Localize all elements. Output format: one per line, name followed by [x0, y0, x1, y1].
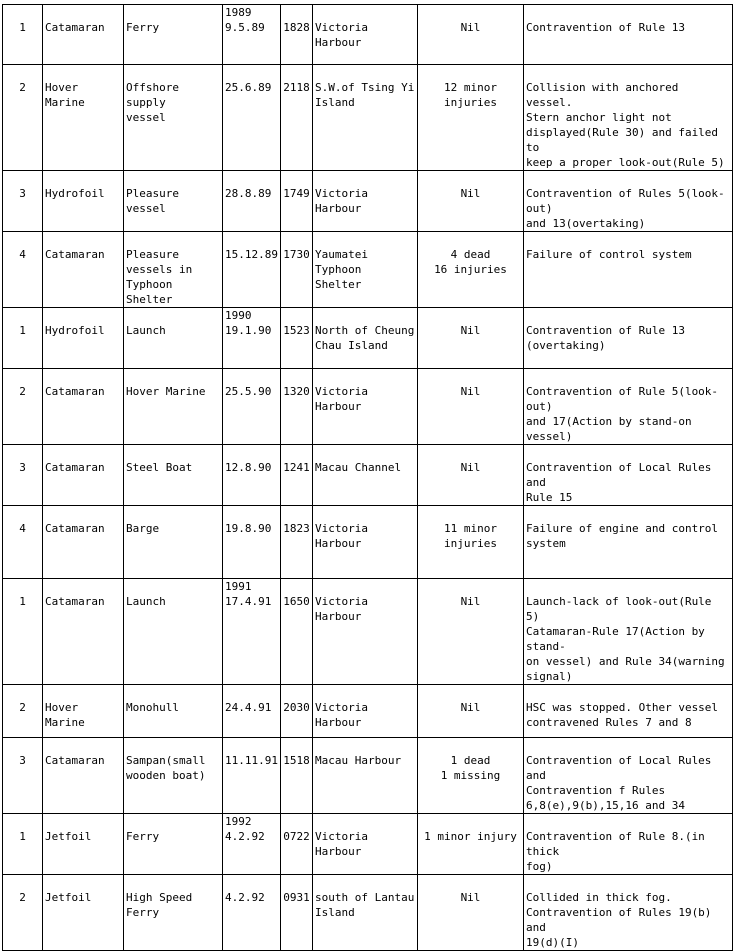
hsc-type: [43, 369, 124, 445]
accident-number: [3, 369, 43, 445]
accident-number-text: 1: [19, 21, 26, 34]
date-value: 12.8.90: [225, 461, 272, 474]
accident-date: [223, 506, 281, 579]
accident-location: [313, 232, 418, 308]
date-value: 17.4.91: [225, 595, 272, 608]
cause-text: Contravention of Local Rules and Contravention f Rules 6,8(e),9(b),15,16 and 34: [526, 754, 712, 812]
accident-number-text: 2: [19, 385, 26, 398]
casualties: [418, 445, 524, 506]
year-label: 1990: [225, 309, 252, 322]
accident-number: [3, 5, 43, 65]
accident-time-text: 2030: [283, 701, 310, 714]
cause-text: Collided in thick fog. Contravention of Rules 19(b) and 19(d)(I): [526, 891, 712, 949]
hsc-type-text: Catamaran: [45, 21, 105, 34]
hsc-type-text: Catamaran: [45, 461, 105, 474]
other-vessel-text: Offshore supply vessel: [126, 81, 179, 124]
casualties: [418, 579, 524, 685]
other-vessel: [124, 65, 223, 171]
accident-time-text: 1730: [283, 248, 310, 261]
cause: [524, 232, 733, 308]
hsc-type-text: Jetfoil: [45, 830, 92, 843]
other-vessel: [124, 445, 223, 506]
date-value: 24.4.91: [225, 701, 272, 714]
accident-location: [313, 445, 418, 506]
other-vessel-text: Hover Marine: [126, 385, 206, 398]
casualties-text: 12 minor injuries: [444, 81, 497, 109]
accident-date: [223, 875, 281, 951]
accident-number-text: 1: [19, 830, 26, 843]
casualties: [418, 308, 524, 369]
date-value: 11.11.91: [225, 754, 278, 767]
other-vessel-text: Pleasure vessels in Typhoon Shelter: [126, 248, 193, 306]
table-row: [3, 738, 733, 814]
cause-text: Contravention of Local Rules and Rule 15: [526, 461, 712, 504]
accident-location-text: Yaumatei Typhoon Shelter: [315, 248, 368, 291]
date-value: 15.12.89: [225, 248, 278, 261]
hsc-type-text: Catamaran: [45, 385, 105, 398]
accident-time: [281, 5, 313, 65]
hsc-type: [43, 685, 124, 738]
other-vessel-text: Steel Boat: [126, 461, 193, 474]
other-vessel-text: Ferry: [126, 830, 160, 843]
accident-time: [281, 171, 313, 232]
accident-date: [223, 65, 281, 171]
accident-number: [3, 445, 43, 506]
casualties-text: Nil: [460, 21, 481, 34]
cause: [524, 445, 733, 506]
cause-text: Launch-lack of look-out(Rule 5) Catamaran-Rule 17(Action by stand- on vessel) and Rule 34(warning signal): [526, 595, 725, 683]
table-row: [3, 308, 733, 369]
cause-text: Contravention of Rule 13 (overtaking): [526, 324, 685, 352]
accident-number-text: 4: [19, 522, 26, 535]
accident-time: [281, 308, 313, 369]
casualties: [418, 738, 524, 814]
accident-date: [223, 579, 281, 685]
table-row: [3, 65, 733, 171]
cause: [524, 814, 733, 875]
table-row: [3, 685, 733, 738]
accident-time: [281, 65, 313, 171]
accident-time: [281, 875, 313, 951]
date-value: 25.5.90: [225, 385, 272, 398]
year-label: 1991: [225, 580, 252, 593]
accident-time-text: 1523: [283, 324, 310, 337]
casualties: [418, 5, 524, 65]
casualties: [418, 875, 524, 951]
accident-time-text: 1828: [283, 21, 310, 34]
cause: [524, 579, 733, 685]
accident-location: [313, 369, 418, 445]
table-body: [3, 5, 733, 951]
hsc-type: [43, 875, 124, 951]
hsc-type-text: Hydrofoil: [45, 187, 105, 200]
date-value: 4.2.92: [225, 891, 265, 904]
accident-location: [313, 171, 418, 232]
table-row: [3, 814, 733, 875]
cause: [524, 685, 733, 738]
accident-location: [313, 65, 418, 171]
accident-number: [3, 738, 43, 814]
cause: [524, 171, 733, 232]
cause: [524, 738, 733, 814]
other-vessel: [124, 738, 223, 814]
casualties-text: 11 minor injuries: [444, 522, 497, 550]
accident-number-text: 2: [19, 701, 26, 714]
hsc-type: [43, 579, 124, 685]
other-vessel: [124, 5, 223, 65]
table-row: [3, 875, 733, 951]
cause-text: HSC was stopped. Other vessel contravened Rules 7 and 8: [526, 701, 719, 729]
accident-time-text: 1749: [283, 187, 310, 200]
accident-location: [313, 814, 418, 875]
accident-number: [3, 579, 43, 685]
hsc-type-text: Catamaran: [45, 248, 105, 261]
cause-text: Failure of engine and control system: [526, 522, 719, 550]
casualties-text: 1 dead 1 missing: [440, 754, 501, 782]
accident-location-text: Macau Channel: [315, 461, 402, 474]
casualties-text: Nil: [460, 891, 481, 904]
date-value: 4.2.92: [225, 830, 265, 843]
accident-time: [281, 738, 313, 814]
hsc-type: [43, 308, 124, 369]
accident-time: [281, 506, 313, 579]
accident-number: [3, 171, 43, 232]
casualties: [418, 65, 524, 171]
accident-location: [313, 738, 418, 814]
other-vessel-text: High Speed Ferry: [126, 891, 193, 919]
other-vessel: [124, 875, 223, 951]
hsc-type: [43, 171, 124, 232]
accident-location: [313, 506, 418, 579]
cause: [524, 369, 733, 445]
accident-date: [223, 685, 281, 738]
casualties: [418, 506, 524, 579]
hsc-type: [43, 5, 124, 65]
casualties-text: Nil: [460, 187, 481, 200]
accident-table: [2, 4, 733, 951]
table-row: [3, 232, 733, 308]
cause: [524, 506, 733, 579]
accident-time-text: 0931: [283, 891, 310, 904]
accident-location: [313, 579, 418, 685]
casualties: [418, 232, 524, 308]
table-row: [3, 579, 733, 685]
table-row: [3, 5, 733, 65]
accident-location-text: North of Cheung Chau Island: [315, 324, 415, 352]
casualties: [418, 814, 524, 875]
other-vessel: [124, 232, 223, 308]
hsc-type-text: Hydrofoil: [45, 324, 105, 337]
accident-date: [223, 445, 281, 506]
date-value: 25.6.89: [225, 81, 272, 94]
accident-number-text: 3: [19, 754, 26, 767]
accident-location: [313, 685, 418, 738]
other-vessel: [124, 506, 223, 579]
accident-location-text: Victoria Harbour: [315, 522, 368, 550]
accident-date: [223, 814, 281, 875]
accident-number: [3, 875, 43, 951]
date-value: 19.8.90: [225, 522, 272, 535]
casualties: [418, 685, 524, 738]
casualties-text: 1 minor injury: [424, 830, 517, 843]
other-vessel: [124, 814, 223, 875]
cause-text: Collision with anchored vessel. Stern anchor light not displayed(Rule 30) and failed to keep a proper look-out(Rule 5): [526, 81, 725, 169]
accident-number-text: 1: [19, 595, 26, 608]
accident-number: [3, 814, 43, 875]
other-vessel: [124, 685, 223, 738]
accident-time: [281, 814, 313, 875]
cause: [524, 308, 733, 369]
hsc-type: [43, 445, 124, 506]
accident-time: [281, 685, 313, 738]
accident-number-text: 2: [19, 81, 26, 94]
casualties: [418, 171, 524, 232]
accident-number-text: 3: [19, 461, 26, 474]
accident-date: [223, 369, 281, 445]
accident-number: [3, 308, 43, 369]
cause-text: Contravention of Rule 13: [526, 21, 685, 34]
year-label: 1992: [225, 815, 252, 828]
hsc-type: [43, 738, 124, 814]
accident-date: [223, 171, 281, 232]
accident-location: [313, 5, 418, 65]
accident-date: [223, 232, 281, 308]
other-vessel-text: Launch: [126, 595, 166, 608]
accident-time: [281, 369, 313, 445]
casualties-text: Nil: [460, 595, 481, 608]
hsc-type: [43, 232, 124, 308]
hsc-type-text: Catamaran: [45, 754, 105, 767]
accident-location: [313, 875, 418, 951]
hsc-type-text: Catamaran: [45, 595, 105, 608]
accident-number-text: 1: [19, 324, 26, 337]
other-vessel-text: Pleasure vessel: [126, 187, 179, 215]
table-row: [3, 171, 733, 232]
accident-number-text: 2: [19, 891, 26, 904]
hsc-type: [43, 65, 124, 171]
accident-location-text: Victoria Harbour: [315, 830, 368, 858]
cause: [524, 5, 733, 65]
date-value: 19.1.90: [225, 324, 272, 337]
date-value: 28.8.89: [225, 187, 272, 200]
other-vessel-text: Sampan(small wooden boat): [126, 754, 206, 782]
accident-number: [3, 685, 43, 738]
year-label: 1989: [225, 6, 252, 19]
other-vessel: [124, 579, 223, 685]
accident-location-text: Victoria Harbour: [315, 385, 368, 413]
accident-number-text: 3: [19, 187, 26, 200]
accident-number-text: 4: [19, 248, 26, 261]
casualties-text: Nil: [460, 461, 481, 474]
casualties-text: Nil: [460, 701, 481, 714]
accident-time-text: 1650: [283, 595, 310, 608]
other-vessel: [124, 369, 223, 445]
cause: [524, 875, 733, 951]
accident-location-text: Victoria Harbour: [315, 187, 368, 215]
accident-date: [223, 738, 281, 814]
accident-time: [281, 445, 313, 506]
cause-text: Contravention of Rule 5(look-out) and 17(Action by stand-on vessel): [526, 385, 719, 443]
accident-time-text: 1518: [283, 754, 310, 767]
accident-time-text: 1823: [283, 522, 310, 535]
accident-time-text: 0722: [283, 830, 310, 843]
accident-time-text: 1320: [283, 385, 310, 398]
accident-location-text: Macau Harbour: [315, 754, 402, 767]
other-vessel-text: Launch: [126, 324, 166, 337]
other-vessel-text: Monohull: [126, 701, 179, 714]
accident-location-text: Victoria Harbour: [315, 701, 368, 729]
hsc-type-text: Jetfoil: [45, 891, 92, 904]
accident-location-text: Victoria Harbour: [315, 21, 368, 49]
casualties-text: 4 dead 16 injuries: [434, 248, 507, 276]
accident-date: [223, 5, 281, 65]
casualties-text: Nil: [460, 324, 481, 337]
other-vessel: [124, 171, 223, 232]
other-vessel-text: Barge: [126, 522, 160, 535]
hsc-type-text: Hover Marine: [45, 81, 85, 109]
accident-time: [281, 232, 313, 308]
table-row: [3, 506, 733, 579]
accident-time: [281, 579, 313, 685]
accident-time-text: 1241: [283, 461, 310, 474]
hsc-type: [43, 814, 124, 875]
hsc-type-text: Hover Marine: [45, 701, 85, 729]
table-row: [3, 445, 733, 506]
accident-number: [3, 65, 43, 171]
accident-time-text: 2118: [283, 81, 310, 94]
cause: [524, 65, 733, 171]
casualties-text: Nil: [460, 385, 481, 398]
table-row: [3, 369, 733, 445]
date-value: 9.5.89: [225, 21, 265, 34]
other-vessel: [124, 308, 223, 369]
accident-number: [3, 506, 43, 579]
accident-location-text: south of Lantau Island: [315, 891, 415, 919]
casualties: [418, 369, 524, 445]
accident-location: [313, 308, 418, 369]
cause-text: Contravention of Rules 5(look-out) and 13(overtaking): [526, 187, 725, 230]
hsc-type-text: Catamaran: [45, 522, 105, 535]
accident-location-text: Victoria Harbour: [315, 595, 368, 623]
other-vessel-text: Ferry: [126, 21, 160, 34]
hsc-type: [43, 506, 124, 579]
accident-number: [3, 232, 43, 308]
accident-location-text: S.W.of Tsing Yi Island: [315, 81, 415, 109]
cause-text: Failure of control system: [526, 248, 692, 261]
cause-text: Contravention of Rule 8.(in thick fog): [526, 830, 705, 873]
accident-date: [223, 308, 281, 369]
